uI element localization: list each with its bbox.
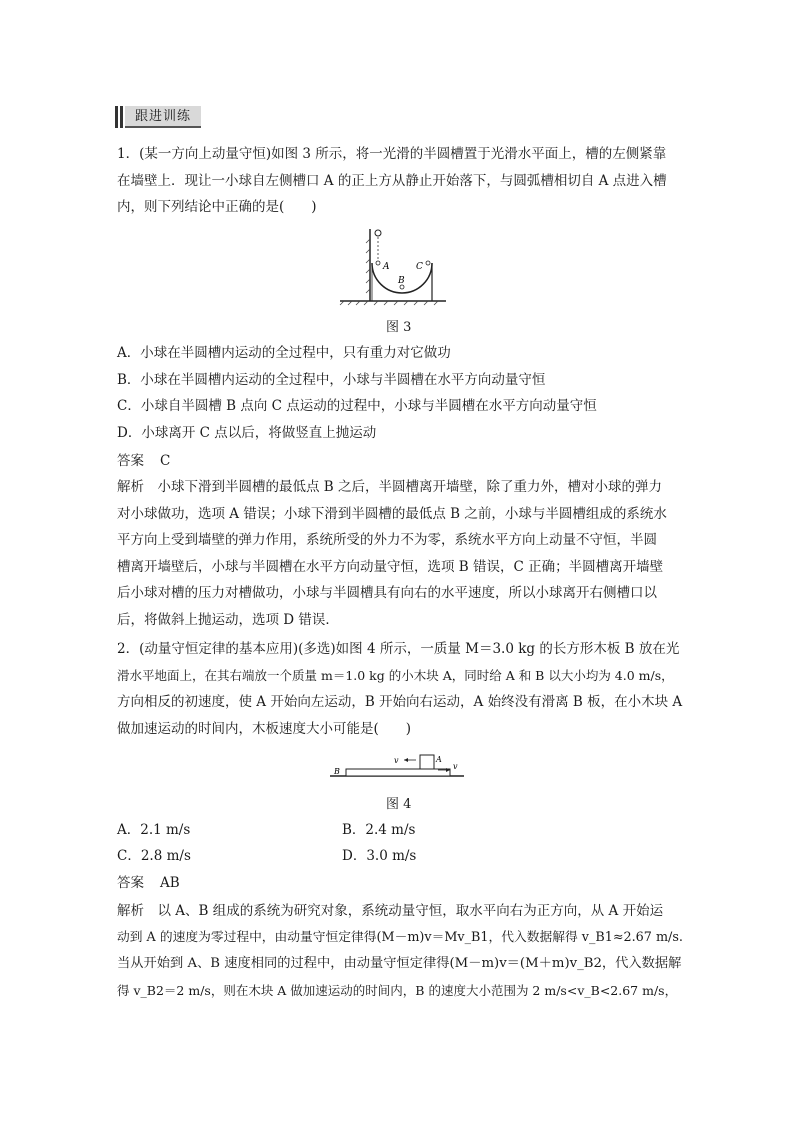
figure-3-caption: 图 3 [386,320,412,335]
q1-option-b: B．小球在半圆槽内运动的全过程中，小球与半圆槽在水平方向动量守恒 [117,372,546,388]
analysis-line: 后，将做斜上抛运动，选项 D 错误． [117,611,339,628]
analysis-line: 槽离开墙壁后，小球与半圆槽在水平方向动量守恒，选项 B 错误，C 正确；半圆槽离开墙壁 [117,558,664,575]
analysis-line: 解析 小球下滑到半圆槽的最低点 B 之后，半圆槽离开墙壁，除了重力外，槽对小球的弹力 [117,479,663,495]
q2-answer [117,870,180,896]
analysis-line: 得 v_B2＝2 m/s，则在木块 A 做加速运动的时间内，B 的速度大小范围为 2 m/s<v_B<2.67 m/s， [117,982,678,998]
svg-text:B: B [334,767,340,776]
answer-value: AB [160,875,180,891]
analysis-label: 解析 [117,903,144,919]
svg-text:v: v [394,756,399,765]
figure-3-diagram [338,225,448,307]
analysis-line: 解析 以 A、B 组成的系统为研究对象，系统动量守恒，取水平向右为正方向，从 A 开始运 [117,903,664,919]
answer-value: C [160,453,171,469]
q1-option-a: A．小球在半圆槽内运动的全过程中，只有重力对它做功 [117,345,451,361]
answer-label: 答案 [117,453,144,469]
analysis-label: 解析 [117,479,144,495]
q2-option-a: A．2.1 m/s [117,822,191,838]
q1-stem-line: 1．(某一方向上动量守恒)如图 3 所示，将一光滑的半圆槽置于光滑水平面上，槽的左侧紧靠 [117,146,667,162]
analysis-line: 当从开始到 A、B 速度相同的过程中，由动量守恒定律得(M－m)v＝(M＋m)v_B2，代入数据解 [117,956,682,971]
q1-stem-line: 在墙壁上．现让一小球自左侧槽口 A 的正上方从静止开始落下，与圆弧槽相切自 A 点进入槽 [117,172,667,189]
svg-text:v: v [453,762,458,771]
q2-stem-line: 滑水平地面上，在其右端放一个质量 m＝1.0 kg 的小木块 A，同时给 A 和 B 以大小均为 4.0 m/s， [117,667,674,683]
q2-analysis [117,898,683,1004]
answer-label: 答案 [117,875,144,891]
q2-stem-line: 做加速运动的时间内，木板速度大小可能是( ) [117,720,412,737]
q1-analysis [117,474,683,633]
q2-option-c: C．2.8 m/s [117,848,191,864]
label-B: B [398,276,405,286]
analysis-line: 后小球对槽的压力对槽做功，小球与半圆槽具有向右的水平速度，所以小球离开右侧槽口以 [117,585,657,601]
label-A: A [383,262,390,272]
section-title: 跟进训练 [125,106,201,128]
q2-stem [117,636,683,742]
board-B [346,769,450,776]
q1-option-c: C．小球自半圆槽 B 点向 C 点运动的过程中，小球与半圆槽在水平方向动量守恒 [117,398,597,414]
q1-answer [117,448,170,474]
figure-4-diagram [328,750,468,782]
q2-option-b: B．2.4 m/s [342,822,416,838]
section-header [115,106,201,128]
section-marker-icon [115,106,125,128]
svg-text:A: A [436,755,442,764]
q2-stem-line: 2．(动量守恒定律的基本应用)(多选)如图 4 所示，一质量 M＝3.0 kg 的长方形木板 B 放在光 [117,641,680,657]
q1-stem [117,141,683,221]
q1-stem-line: 内，则下列结论中正确的是( ) [117,199,317,215]
q2-option-d: D．3.0 m/s [342,848,417,864]
analysis-line: 平方向上受到墙壁的弹力作用，系统所受的外力不为零，系统水平方向上动量不守恒，半圆 [117,532,657,548]
q2-stem-line: 方向相反的初速度，使 A 开始向左运动，B 开始向右运动，A 始终没有滑离 B 板，在小木块 A [117,694,683,710]
figure-4-caption: 图 4 [386,797,412,812]
analysis-line: 对小球做功，选项 A 错误；小球下滑到半圆槽的最低点 B 之前，小球与半圆槽组成的系统水 [117,505,667,522]
ball-icon [375,230,381,236]
q1-option-d: D．小球离开 C 点以后，将做竖直上抛运动 [117,425,377,441]
label-C: C [416,262,423,272]
analysis-line: 动到 A 的速度为零过程中，由动量守恒定律得(M－m)v＝Mv_B1，代入数据解得 v_B1≈2.67 m/s. [117,929,683,945]
block-A [420,755,434,769]
